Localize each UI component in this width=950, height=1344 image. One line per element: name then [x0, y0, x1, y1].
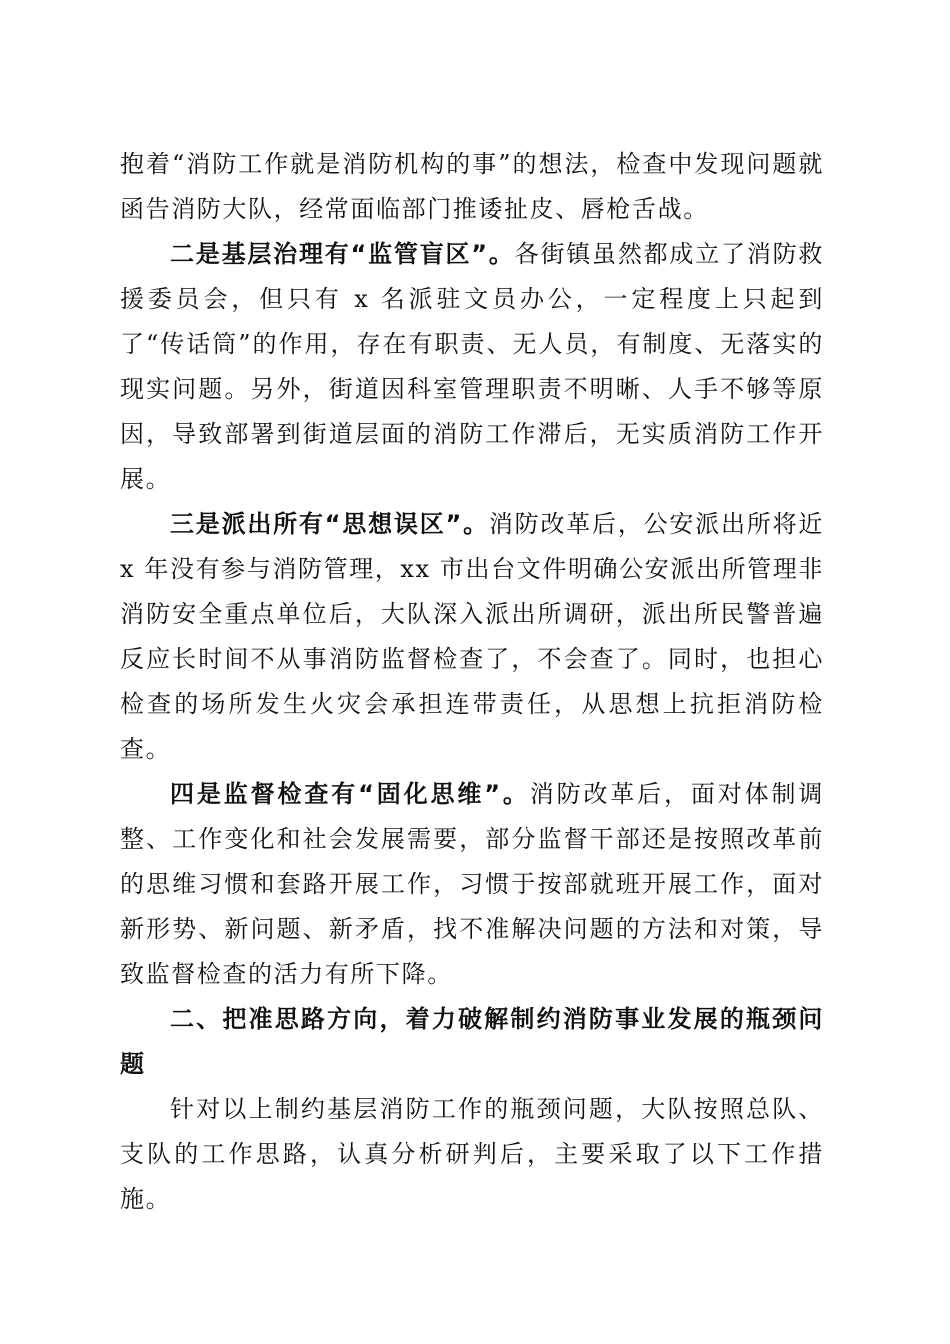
paragraph-lead: 二是基层治理有“监管盲区”。: [170, 240, 515, 268]
paragraph-lead: 三是派出所有“思想误区”。: [170, 510, 489, 538]
paragraph-continuation: [120, 142, 824, 232]
section-heading: 二、把准思路方向，着力破解制约消防事业发展的瓶颈问题: [120, 1005, 824, 1078]
paragraph-supervision: [120, 772, 824, 997]
paragraph-text: 消防改革后，面对体制调整、工作变化和社会发展需要，部分监督干部还是按照改革前的思维习惯和套路开展工作，习惯于按部就班开展工作，面对新形势、新问题、新矛盾，找不准解决问题的方法和对策，导致监督检查的活力有所下降。: [120, 780, 824, 988]
paragraph-text: 抱着“消防工作就是消防机构的事”的想法，检查中发现问题就函告消防大队，经常面临部门推诿扯皮、唇枪舌战。: [120, 150, 824, 223]
paragraph-police-station: [120, 502, 824, 772]
paragraph-text: 消防改革后，公安派出所将近 x 年没有参与消防管理，xx 市出台文件明确公安派出所管理非消防安全重点单位后，大队深入派出所调研，派出所民警普遍反应长时间不从事消防监督检查了，不会查了。同时，也担心检查的场所发生火灾会承担连带责任，从思想上抗拒消防检查。: [120, 510, 824, 763]
paragraph-text: 各街镇虽然都成立了消防救援委员会，但只有 x 名派驻文员办公，一定程度上只起到了“传话筒”的作用，存在有职责、无人员，有制度、无落实的现实问题。另外，街道因科室管理职责不明晰、人手不够等原因，导致部署到街道层面的消防工作滞后，无实质消防工作开展。: [120, 240, 825, 493]
paragraph-text: 针对以上制约基层消防工作的瓶颈问题，大队按照总队、支队的工作思路，认真分析研判后，主要采取了以下工作措施。: [120, 1095, 824, 1213]
paragraph-measures-intro: [120, 1087, 824, 1222]
paragraph-grassroots-governance: [120, 232, 824, 502]
document-body: [120, 142, 824, 1222]
paragraph-lead: 四是监督检查有“固化思维”。: [170, 780, 530, 808]
